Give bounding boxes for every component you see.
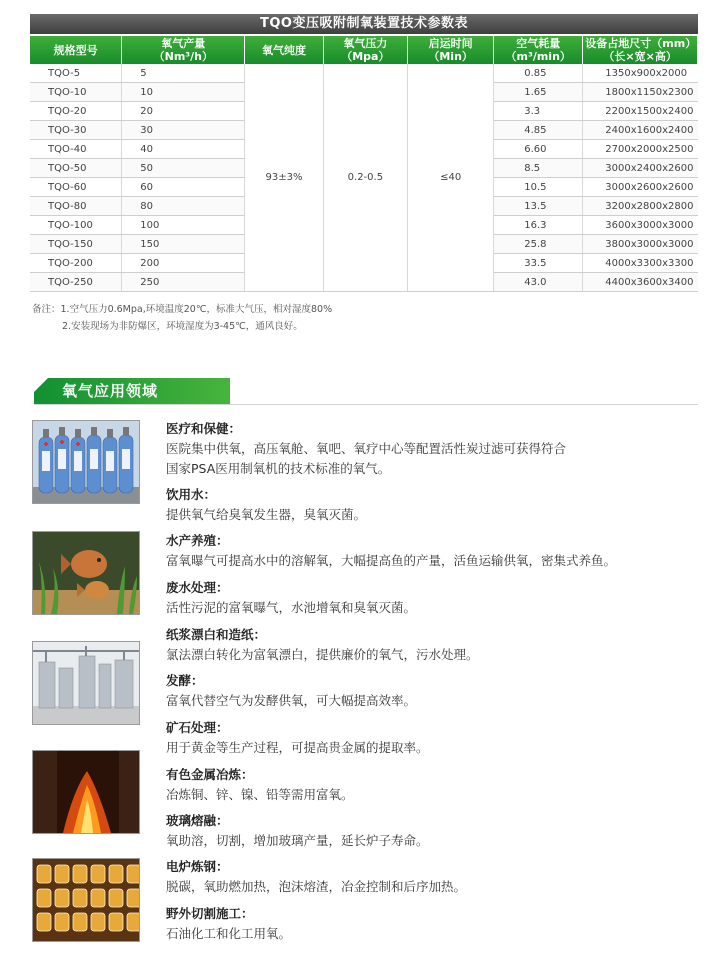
table-notes <box>32 301 332 335</box>
glass-bottles-photo <box>32 858 140 942</box>
table-cell: 3000x2600x2600 <box>583 178 698 197</box>
app-body: 富氧代替空气为发酵供氧，可大幅提高效率。 <box>166 693 417 708</box>
app-ore-processing <box>166 718 706 758</box>
table-cell: 10.5 <box>494 178 583 197</box>
section-title: 氧气应用领域 <box>62 382 159 400</box>
column-header <box>494 36 583 64</box>
table-row <box>30 64 698 83</box>
app-fermentation <box>166 671 706 711</box>
table-cell: 50 <box>122 159 245 178</box>
oxygen-cylinders-photo <box>32 420 140 504</box>
app-body: 用于黄金等生产过程，可提高贵金属的提取率。 <box>166 740 429 755</box>
app-wastewater <box>166 578 706 618</box>
app-body: 脱碳，氧助燃加热，泡沫熔渣，冶金控制和后序加热。 <box>166 879 467 894</box>
table-cell: 10 <box>122 83 245 102</box>
app-nonferrous-smelting <box>166 765 706 805</box>
app-field-cutting <box>166 904 706 944</box>
app-heading: 有色金属冶炼： <box>166 767 254 782</box>
column-header <box>245 36 323 64</box>
table-cell: 25.8 <box>494 235 583 254</box>
table-cell: 0.85 <box>494 64 583 83</box>
app-drinking-water <box>166 485 706 525</box>
app-heading: 发酵： <box>166 673 204 688</box>
table-cell: 3600x3000x3000 <box>583 216 698 235</box>
table-cell: 1800x1150x2300 <box>583 83 698 102</box>
app-pulp-paper <box>166 625 706 665</box>
table-cell: 16.3 <box>494 216 583 235</box>
table-cell: TQO-50 <box>30 159 122 178</box>
app-glass-melting <box>166 811 706 851</box>
table-header-row <box>30 36 698 64</box>
column-header-line: 设备占地尺寸（mm） <box>585 37 697 50</box>
table-cell: 80 <box>122 197 245 216</box>
column-header <box>122 36 245 64</box>
column-header-line: 规格型号 <box>53 43 98 57</box>
app-body: 石油化工和化工用氧。 <box>166 926 292 941</box>
table-cell: TQO-5 <box>30 64 122 83</box>
column-header-line: （Nm³/h） <box>153 50 213 63</box>
column-header <box>583 36 698 64</box>
table-cell: 3000x2400x2600 <box>583 159 698 178</box>
section-header <box>34 378 230 404</box>
table-cell: 2700x2000x2500 <box>583 140 698 159</box>
app-electric-furnace <box>166 857 706 897</box>
column-header <box>30 36 122 64</box>
table-cell: 2400x1600x2400 <box>583 121 698 140</box>
app-heading: 矿石处理： <box>166 720 229 735</box>
app-heading: 玻璃熔融： <box>166 813 229 828</box>
table-cell: 4000x3300x3300 <box>583 254 698 273</box>
table-cell: TQO-150 <box>30 235 122 254</box>
note-line-1: 备注：1.空气压力0.6Mpa,环境温度20℃，标准大气压，相对湿度80% <box>32 304 333 315</box>
table-cell: TQO-100 <box>30 216 122 235</box>
table-cell: 43.0 <box>494 273 583 292</box>
table-title: TQO变压吸附制氧装置技术参数表 <box>30 14 698 34</box>
column-header-line: 氧气纯度 <box>261 43 306 57</box>
app-body: 冶炼铜、锌、镍、铅等需用富氧。 <box>166 787 354 802</box>
table-cell: TQO-10 <box>30 83 122 102</box>
table-cell: 200 <box>122 254 245 273</box>
app-heading: 饮用水： <box>166 487 217 502</box>
column-header <box>408 36 494 64</box>
app-heading: 水产养殖： <box>166 533 229 548</box>
aquarium-fish-photo <box>32 531 140 615</box>
app-heading: 纸浆漂白和造纸： <box>166 627 267 642</box>
app-aquaculture <box>166 531 706 571</box>
app-heading: 电炉炼钢： <box>166 859 229 874</box>
table-cell: 5 <box>122 64 245 83</box>
table-cell: 40 <box>122 140 245 159</box>
column-header-line: 氧气产量 <box>161 37 206 50</box>
table-cell: TQO-200 <box>30 254 122 273</box>
section-divider <box>34 404 698 405</box>
table-cell: TQO-80 <box>30 197 122 216</box>
table-cell: TQO-20 <box>30 102 122 121</box>
column-header-line: （m³/min） <box>505 50 571 63</box>
industrial-equipment-photo <box>32 641 140 725</box>
table-cell: 1350x900x2000 <box>583 64 698 83</box>
table-cell: TQO-40 <box>30 140 122 159</box>
column-header-line: （Mpa） <box>341 50 390 63</box>
app-body: 提供氧气给臭氧发生器，臭氧灭菌。 <box>166 507 367 522</box>
table-cell: 3800x3000x3000 <box>583 235 698 254</box>
table-cell: 150 <box>122 235 245 254</box>
column-header-line: 空气耗量 <box>516 37 561 50</box>
table-cell: 8.5 <box>494 159 583 178</box>
app-medical <box>166 419 706 479</box>
column-header-line: 启运时间 <box>428 37 473 50</box>
app-heading: 废水处理： <box>166 580 229 595</box>
table-cell: 100 <box>122 216 245 235</box>
app-heading: 医疗和保健： <box>166 421 242 436</box>
table-cell: TQO-250 <box>30 273 122 292</box>
table-cell: TQO-30 <box>30 121 122 140</box>
table-cell: TQO-60 <box>30 178 122 197</box>
app-body: 氧助溶，切割，增加玻璃产量，延长炉子寿命。 <box>166 833 429 848</box>
table-cell: 60 <box>122 178 245 197</box>
column-header <box>323 36 407 64</box>
column-header-line: 氧气压力 <box>343 37 388 50</box>
table-cell: 6.60 <box>494 140 583 159</box>
app-body: 活性污泥的富氧曝气，水池增氧和臭氧灭菌。 <box>166 600 417 615</box>
table-cell: 13.5 <box>494 197 583 216</box>
note-line-2: 2.安装现场为非防爆区，环境湿度为3-45℃，通风良好。 <box>62 321 303 332</box>
table-cell: 2200x1500x2400 <box>583 102 698 121</box>
table-cell: 1.65 <box>494 83 583 102</box>
table-cell: 30 <box>122 121 245 140</box>
app-body: 富氧曝气可提高水中的溶解氧，大幅提高鱼的产量，活鱼运输供氧，密集式养鱼。 <box>166 553 617 568</box>
table-cell: 33.5 <box>494 254 583 273</box>
table-cell: 3.3 <box>494 102 583 121</box>
table-cell: 4400x3600x3400 <box>583 273 698 292</box>
furnace-smelting-photo <box>32 750 140 834</box>
column-header-line: （长×宽×高） <box>603 50 677 63</box>
spec-table <box>30 36 698 292</box>
app-heading: 野外切割施工： <box>166 906 254 921</box>
app-body: 氯法漂白转化为富氧漂白，提供廉价的氧气，污水处理。 <box>166 647 479 662</box>
table-cell: 250 <box>122 273 245 292</box>
table-cell: ≤40 <box>408 64 494 292</box>
table-cell: 4.85 <box>494 121 583 140</box>
app-body: 国家PSA医用制氧机的技术标准的氧气。 <box>166 461 391 476</box>
column-header-line: （Min） <box>428 50 473 63</box>
app-body: 医院集中供氧，高压氧舱、氧吧、氧疗中心等配置活性炭过滤可获得符合 <box>166 441 567 456</box>
table-cell: 3200x2800x2800 <box>583 197 698 216</box>
table-cell: 0.2-0.5 <box>323 64 407 292</box>
table-cell: 20 <box>122 102 245 121</box>
table-cell: 93±3% <box>245 64 323 292</box>
